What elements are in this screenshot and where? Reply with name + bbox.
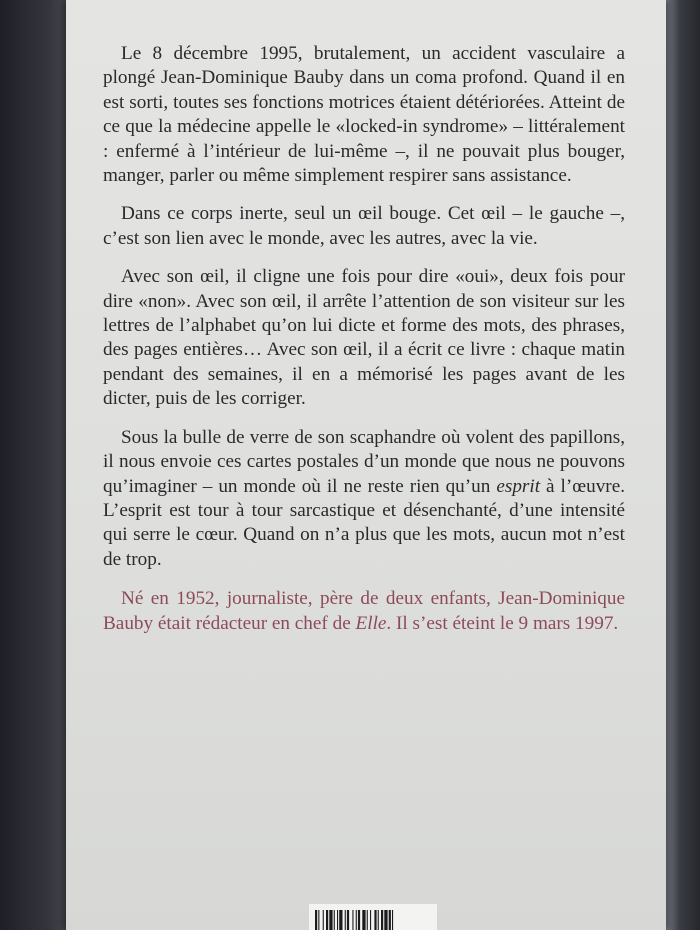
barcode-bar [318,910,319,930]
background-left-fabric [0,0,70,930]
barcode-bar [356,910,357,930]
barcode-bar [378,910,379,930]
blurb-paragraph-3: Avec son œil, il cligne une fois pour dire «oui», deux fois pour dire «non». Avec son œil, il arrête l’attention de son visiteur sur les lettres de l’alphabet qu’on lui dicte et forme des mots, des phrases, des pages entières… Avec son œil, il a écrit ce livre : chaque matin pendant des semaines, il en a mémorisé les pages avant de les dicter, puis de les corriger. [103,266,625,410]
barcode-bar [329,910,332,930]
barcode-bar [339,910,342,930]
barcode-bar [392,910,393,930]
author-bio-magazine: Elle [355,612,387,634]
barcode-bar [334,910,335,930]
barcode-bar [358,910,360,930]
barcode-bar [370,910,371,930]
back-cover-page [66,0,666,930]
barcode-bar [384,910,387,930]
barcode-bar [362,910,365,930]
barcode-bar [345,910,346,930]
barcode-bar [323,910,324,930]
blurb-paragraph-4-emphasis: esprit [496,475,541,497]
barcode [309,904,437,930]
author-bio [103,587,625,636]
barcode-bar [389,910,391,930]
barcode-bar [315,910,317,930]
author-bio-start: Né en 1952, journaliste, père de deux enfants, Jean-Dominique Bauby était rédacteur en chef de [103,588,625,634]
barcode-graphic [315,910,431,930]
blurb-paragraph-4-end: à l’œuvre. L’esprit est tour à tour sarcastique et désenchanté, d’une intensité qui serre le cœur. Quand on n’a plus que les mots, aucun mot n’est de trop. [103,475,626,570]
barcode-bar [326,910,328,930]
blurb-paragraph-2: Dans ce corps inerte, seul un œil bouge. Cet œil – le gauche –, c’est son lien avec le monde, avec les autres, avec la vie. [103,203,625,249]
barcode-bar [367,910,368,930]
blurb-paragraph-1: Le 8 décembre 1995, brutalement, un accident vasculaire a plongé Jean-Dominique Bauby dans un coma profond. Quand il en est sorti, toutes ses fonctions motrices étaient détériorées. Atteint de ce que la médecine appelle le «locked-in syndrome» – littéralement : enfermé à l’intérieur de lui-même –, il ne pouvait plus bouger, manger, parler ou même simplement respirer sans assistance. [103,43,625,187]
blurb-paragraph-4 [103,426,625,572]
barcode-bar [337,910,338,930]
barcode-bar [352,910,353,930]
barcode-bar [347,910,349,930]
barcode-bar [374,910,376,930]
blurb-paragraph-4-start: Sous la bulle de verre de son scaphandre où volent des papillons, il nous envoie ces cartes postales d’un monde que nous ne pouvons qu’imaginer – un monde où il ne reste rien qu’un [103,426,625,497]
author-bio-end: . Il s’est éteint le 9 mars 1997. [386,612,619,634]
background-right-shadow [666,0,700,930]
barcode-bar [381,910,383,930]
back-cover-text [103,42,625,650]
